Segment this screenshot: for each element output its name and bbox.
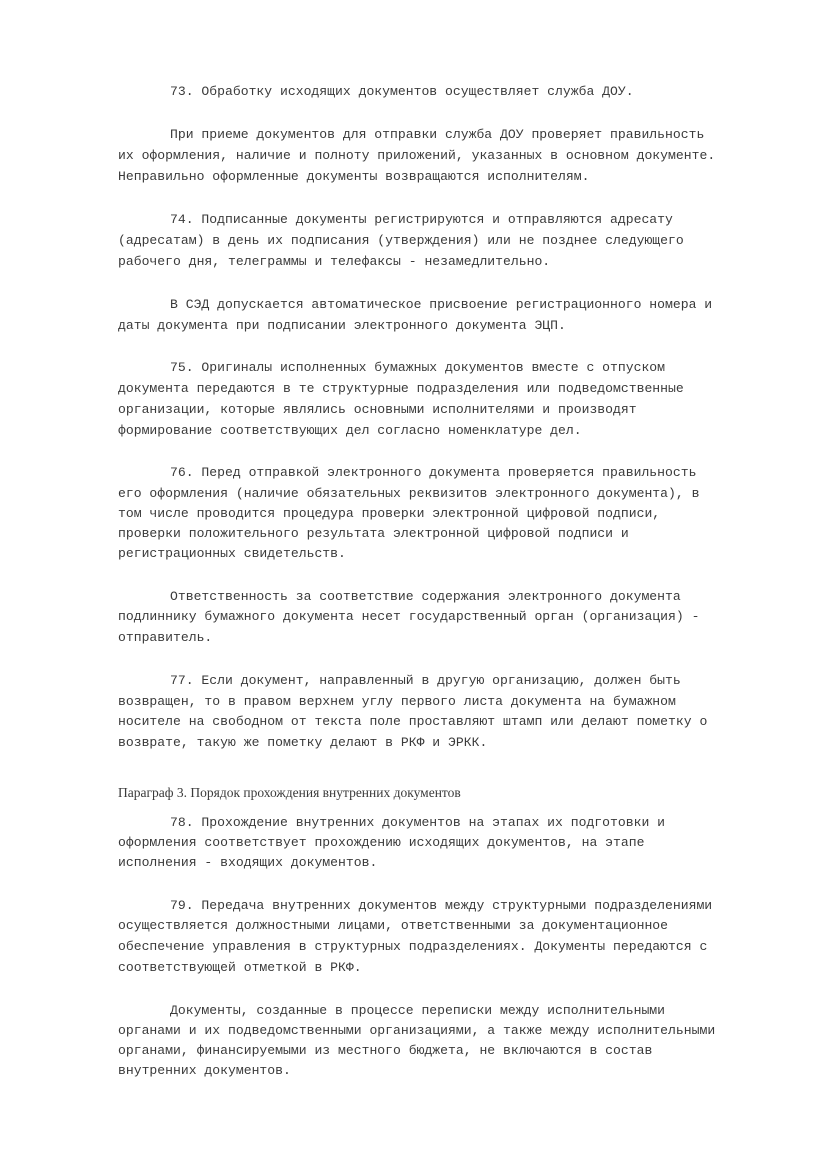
text-line: осуществляется должностными лицами, ответственными за документационное [118,918,669,933]
text-line: внутренних документов. [118,1063,291,1078]
text-line: том числе проводится процедура проверки электронной цифровой подписи, [118,506,661,521]
text-line: 79. Передача внутренних документов между структурными подразделениями [170,898,713,913]
text-line: (адресатам) в день их подписания (утверждения) или не позднее следующего [118,233,684,248]
text-line: Документы, созданные в процессе переписки между исполнительными [170,1003,666,1018]
text-line: рабочего дня, телеграммы и телефаксы - незамедлительно. [118,254,551,269]
text-line: организации, которые являлись основными исполнителями и производят [118,402,637,417]
text-line: регистрационных свидетельств. [118,546,346,561]
text-line: органами, финансируемыми из местного бюджета, не включаются в состав [118,1043,653,1058]
text-line: даты документа при подписании электронного документа ЭЦП. [118,318,566,333]
text-line: оформления соответствует прохождению исходящих документов, на этапе [118,835,645,850]
text-line: носителе на свободном от текста поле проставляют штамп или делают пометку о [118,714,708,729]
text-line: возвращен, то в правом верхнем углу первого листа документа на бумажном [118,694,676,709]
text-line: возврате, такую же пометку делают в РКФ и ЭРКК. [118,735,488,750]
text-line: 74. Подписанные документы регистрируются и отправляются адресату [170,212,673,227]
text-line: их оформления, наличие и полноту приложений, указанных в основном документе. [118,148,716,163]
text-line: подлиннику бумажного документа несет государственный орган (организация) - [118,609,700,624]
text-line: Ответственность за соответствие содержания электронного документа [170,589,681,604]
text-line: Неправильно оформленные документы возвращаются исполнителям. [118,169,590,184]
text-line: обеспечение управления в структурных подразделениях. Документы передаются с [118,939,708,954]
text-line: документа передаются в те структурные подразделения или подведомственные [118,381,684,396]
text-line: 77. Если документ, направленный в другую организацию, должен быть [170,673,681,688]
text-line: 78. Прохождение внутренних документов на этапах их подготовки и [170,815,666,830]
text-line: При приеме документов для отправки служба ДОУ проверяет правильность [170,127,705,142]
text-line: 73. Обработку исходящих документов осуществляет служба ДОУ. [170,84,634,99]
text-line: отправитель. [118,630,213,645]
text-line: 76. Перед отправкой электронного документа проверяется правильность [170,465,697,480]
section-heading: Параграф 3. Порядок прохождения внутренних документов [118,785,461,800]
text-line: исполнения - входящих документов. [118,855,378,870]
text-line: 75. Оригиналы исполненных бумажных документов вместе с отпуском [170,360,666,375]
text-line: проверки положительного результата электронной цифровой подписи и [118,526,629,541]
text-line: соответствующей отметкой в РКФ. [118,960,362,975]
text-line: формирование соответствующих дел согласно номенклатуре дел. [118,423,582,438]
text-line: его оформления (наличие обязательных реквизитов электронного документа), в [118,486,700,501]
text-line: В СЭД допускается автоматическое присвоение регистрационного номера и [170,297,713,312]
text-line: органами и их подведомственными организациями, а также между исполнительными [118,1023,716,1038]
